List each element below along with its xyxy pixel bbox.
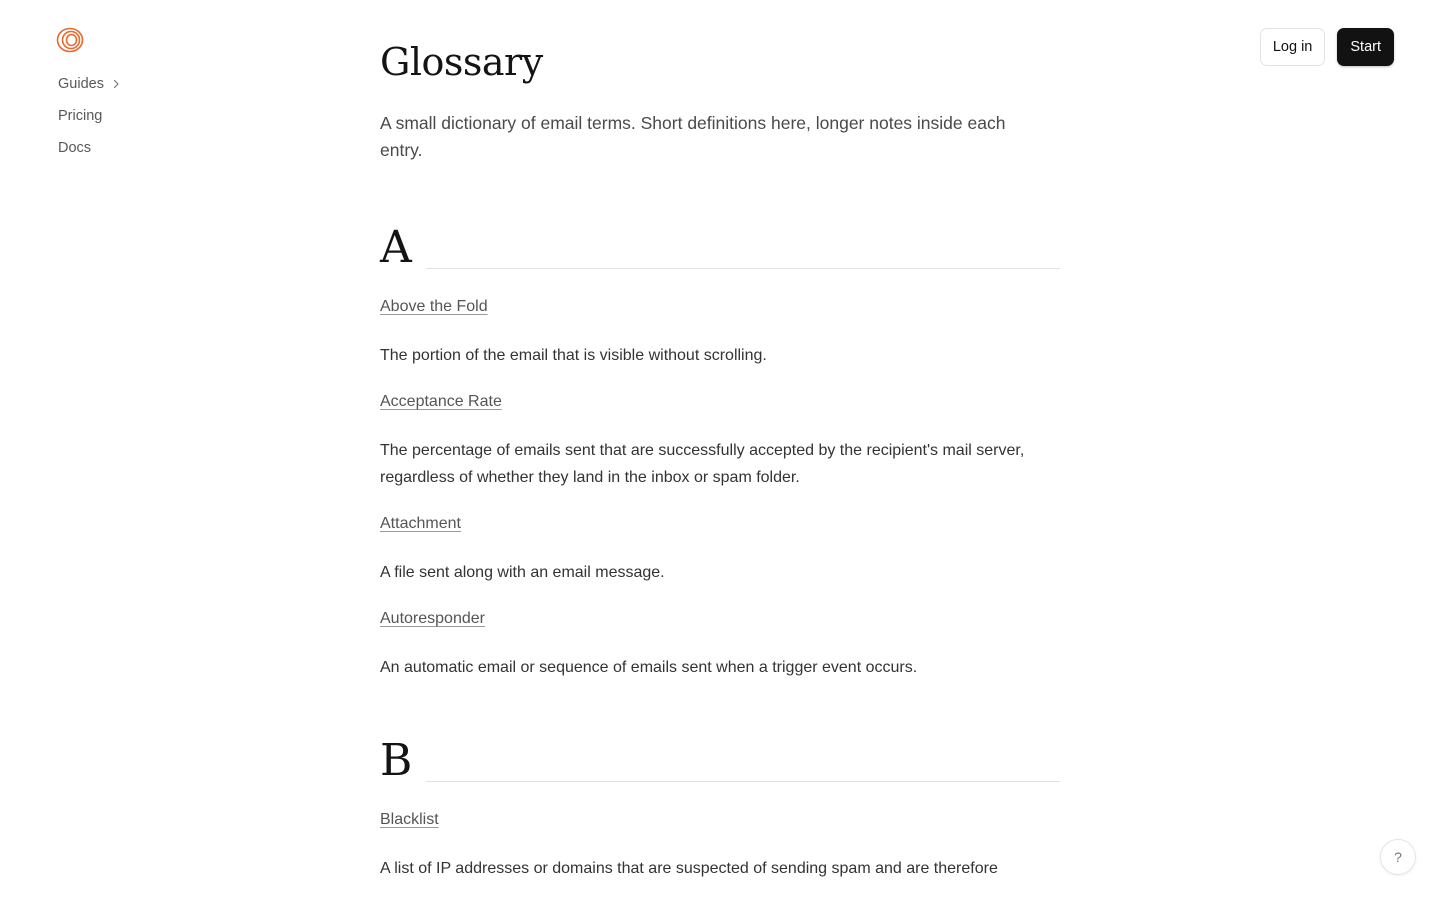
sidebar-item-label: Guides <box>58 76 104 92</box>
page-title: Glossary <box>380 40 543 84</box>
term-link[interactable]: Autoresponder <box>380 610 485 627</box>
term-definition: The portion of the email that is visible without scrolling. <box>380 347 767 364</box>
question-mark-icon: ? <box>1394 849 1402 865</box>
sidebar-item-docs[interactable] <box>58 138 122 158</box>
term-definition: A list of IP addresses or domains that are suspected of sending spam and are therefore <box>380 860 998 877</box>
glossary-section-a <box>380 222 1060 681</box>
term-definition: An automatic email or sequence of emails sent when a trigger event occurs. <box>380 659 918 676</box>
term-definition: A file sent along with an email message. <box>380 564 665 581</box>
page-intro: A small dictionary of email terms. Short definitions here, longer notes inside each entry. <box>380 113 1006 160</box>
section-divider <box>426 268 1060 269</box>
entry-list <box>380 809 1060 882</box>
sidebar-item-label: Pricing <box>58 108 103 124</box>
entry-list <box>380 296 1060 681</box>
start-button[interactable]: Start <box>1337 28 1394 66</box>
sidebar-item-guides[interactable] <box>58 74 122 94</box>
header-actions <box>1260 28 1394 66</box>
section-letter: B <box>380 735 413 786</box>
concentric-rings-logo-icon <box>56 27 85 53</box>
logo[interactable] <box>56 27 85 53</box>
sidebar-item-label: Docs <box>58 140 92 156</box>
main-content <box>380 38 1060 900</box>
term-link[interactable]: Above the Fold <box>380 298 488 315</box>
login-button[interactable]: Log in <box>1260 28 1326 66</box>
section-header <box>380 735 1060 786</box>
chevron-right-icon <box>110 78 122 90</box>
sidebar-item-pricing[interactable] <box>58 106 122 126</box>
section-divider <box>426 781 1060 782</box>
term-link[interactable]: Acceptance Rate <box>380 393 502 410</box>
section-header <box>380 222 1060 273</box>
section-letter: A <box>380 222 412 273</box>
term-link[interactable]: Attachment <box>380 515 461 532</box>
sidebar-nav <box>58 74 122 170</box>
term-link[interactable]: Blacklist <box>380 811 439 828</box>
glossary-section-b <box>380 735 1060 882</box>
help-button[interactable] <box>1380 839 1416 875</box>
term-definition: The percentage of emails sent that are successfully accepted by the recipient's mail server, regardless of whether they land in the inbox or spam folder. <box>380 442 1025 486</box>
